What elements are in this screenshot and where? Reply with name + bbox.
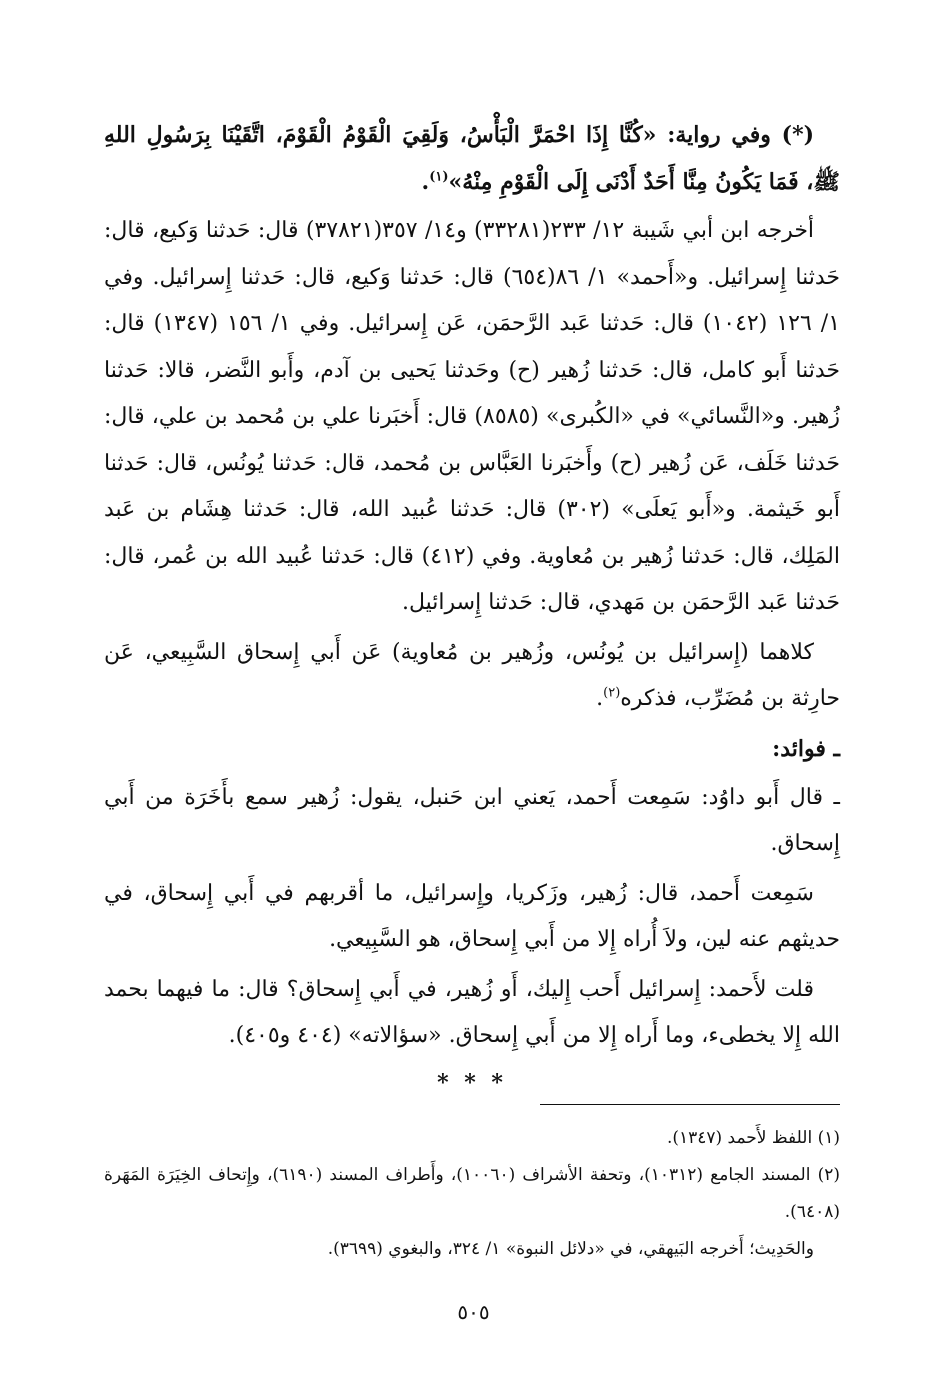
hadith-end: .	[421, 168, 430, 195]
chain-summary-end: .	[596, 686, 604, 711]
hadith-text: (*) وفي رواية: «كُنَّا إِذَا احْمَرَّ الْبَأْسُ، وَلَقِيَ الْقَوْمُ الْقَوْمَ، اتَّقَيْنَا بِرَسُولِ اللهِ ﷺ، فَمَا يَكُونُ مِنَّا أَحَدٌ أَدْنَى إِلَى الْقَوْمِ مِنْهُ»	[104, 122, 840, 195]
footnote-1: (١) اللفظ لأَحمد (١٣٤٧).	[666, 1128, 840, 1148]
main-text	[104, 112, 840, 1103]
page-number: ٥٠٥	[457, 1300, 490, 1324]
benefit-paragraph-3: قلت لأَحمد: إِسرائيل أَحب إِليك، أَو زُهير، في أَبي إِسحاق؟ قال: ما فيهما بحمد الله إِلا يخطىء، وما أَراه إِلا من أَبي إِسحاق. «سؤالاته» (٤٠٤ و٤٠٥).	[104, 976, 840, 1048]
footnotes	[104, 1120, 840, 1268]
section-separator: * * *	[437, 1069, 507, 1096]
footnote-ref-1[interactable]: (١)	[429, 169, 449, 185]
benefit-paragraph-2: سَمِعت أَحمد، قال: زُهير، وزَكريا، وإِسرائيل، ما أقربهم في أَبي إِسحاق، في حديثهم عنه لين، ولاَ أُراه إِلا من أَبي إِسحاق، هو السَّبِيعي.	[104, 880, 840, 952]
footnote-ref-2[interactable]: (٢)	[603, 685, 621, 701]
benefit-paragraph-1: ـ قال أَبو داوُد: سَمِعت أَحمد، يَعني ابن حَنبل، يقول: زُهير سمع بأَخَرَة من أَبي إِسحاق.	[104, 784, 840, 856]
footnote-2: (٢) المسند الجامع (١٠٣١٢)، وتحفة الأشراف (١٠٠٦٠)، وأَطراف المسند (٦١٩٠)، وإِتحاف الخِيَرَة المَهَرة (٦٤٠٨).	[104, 1165, 841, 1222]
footnote-divider	[540, 1104, 840, 1105]
footnote-3: والحَدِيث؛ أَخرجه البَيهقي، في «دلائل النبوة» ١/ ٣٢٤، والبغوي (٣٦٩٩).	[327, 1239, 814, 1259]
chain-summary-paragraph	[104, 630, 840, 723]
takhrij-paragraph: أخرجه ابن أبي شَيبة ١٢/ ٢٣٣(٣٣٢٨١) و١٤/ ٣٥٧(٣٧٨٢١) قال: حَدثنا وَكيع، قال: حَدثنا إِسرائيل. و«أَحمد» ١/ ٨٦(٦٥٤) قال: حَدثنا وَكيع، قال: حَدثنا إِسرائيل. وفي ١/ ١٢٦ (١٠٤٢) قال: حَدثنا عَبد الرَّحمَن، عَن إِسرائيل. وفي ١/ ١٥٦ (١٣٤٧) قال: حَدثنا أَبو كامل، قال: حَدثنا زُهير (ح) وحَدثنا يَحيى بن آدم، وأَبو النَّضر، قالا: حَدثنا زُهير. و«النَّسائي» في «الكُبرى» (٨٥٨٥) قال: أَخبَرنا علي بن مُحمد بن علي، قال: حَدثنا خَلَف، عَن زُهير (ح) وأَخبَرنا العَبَّاس بن مُحمد، قال: حَدثنا يُونُس، قال: حَدثنا أَبو خَيثمة. و«أَبو يَعلَى» (٣٠٢) قال: حَدثنا عُبيد الله، قال: حَدثنا هِشَام بن عَبد المَلِك، قال: حَدثنا زُهير بن مُعاوية. وفي (٤١٢) قال: حَدثنا عُبيد الله بن عُمر، قال: حَدثنا عَبد الرَّحمَن بن مَهدي، قال: حَدثنا إِسرائيل.	[104, 218, 841, 615]
chain-summary-text: كلاهما (إِسرائيل بن يُونُس، وزُهير بن مُعاوية) عَن أَبي إِسحاق السَّبِيعي، عَن حارِثة بن مُضَرِّب، فذكره	[104, 639, 840, 711]
hadith-paragraph	[104, 112, 840, 205]
benefits-heading: ـ فوائد:	[772, 735, 840, 762]
